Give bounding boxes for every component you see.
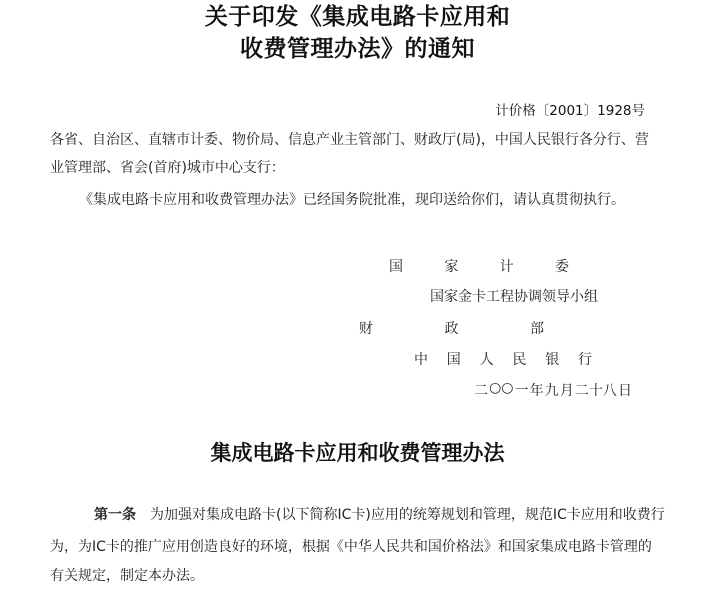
char: 九 <box>544 383 559 399</box>
char: 年 <box>529 383 544 399</box>
char: 一 <box>514 383 529 399</box>
char: 月 <box>559 383 574 399</box>
char: 家 <box>444 259 459 275</box>
char: 中 <box>414 352 428 368</box>
char: 人 <box>479 352 494 368</box>
char: 计 <box>499 259 514 275</box>
signatory-ministry-of-finance <box>359 318 544 338</box>
char: 委 <box>554 259 569 275</box>
article-1-line-1 <box>94 505 665 525</box>
char: ○○ <box>489 380 514 396</box>
signature-date <box>474 380 632 400</box>
notice-body: 《集成电路卡应用和收费管理办法》已经国务院批准，现印送给你们，请认真贯彻执行。 <box>79 192 625 208</box>
recipients-line-1: 各省、自治区、直辖市计委、物价局、信息产业主管部门、财政厅(局)，中国人民银行各分行、营 <box>50 132 649 148</box>
article-text: 为加强对集成电路卡(以下简称IC卡)应用的统筹规划和管理，规范IC卡应用和收费行 <box>150 507 665 523</box>
char: 部 <box>530 321 544 337</box>
char: 国 <box>389 259 403 275</box>
char: 银 <box>545 352 560 368</box>
char: 政 <box>444 321 459 337</box>
char: 国 <box>446 352 461 368</box>
notice-title-line-2: 收费管理办法》的通知 <box>240 36 475 62</box>
char: 日 <box>617 383 632 399</box>
recipients-line-2: 业管理部、省会(首府)城市中心支行： <box>50 160 285 176</box>
char: 财 <box>359 321 373 337</box>
article-1-line-3: 有关规定，制定本办法。 <box>50 568 204 584</box>
char: 民 <box>512 352 527 368</box>
signatory-state-planning-commission <box>389 256 569 276</box>
char: 二十八 <box>574 383 617 399</box>
document-number: 计价格〔2001〕1928号 <box>495 103 645 119</box>
article-label: 第一条 <box>94 507 136 523</box>
notice-title-line-1: 关于印发《集成电路卡应用和 <box>204 4 511 30</box>
measures-title: 集成电路卡应用和收费管理办法 <box>210 441 505 465</box>
article-1-line-2: 为，为IC卡的推广应用创造良好的环境，根据《中华人民共和国价格法》和国家集成电路卡管理的 <box>50 539 652 555</box>
signatory-peoples-bank-of-china <box>414 349 592 369</box>
signatory-golden-card-group: 国家金卡工程协调领导小组 <box>430 289 598 305</box>
char: 行 <box>577 352 592 368</box>
char: 二 <box>474 383 488 399</box>
